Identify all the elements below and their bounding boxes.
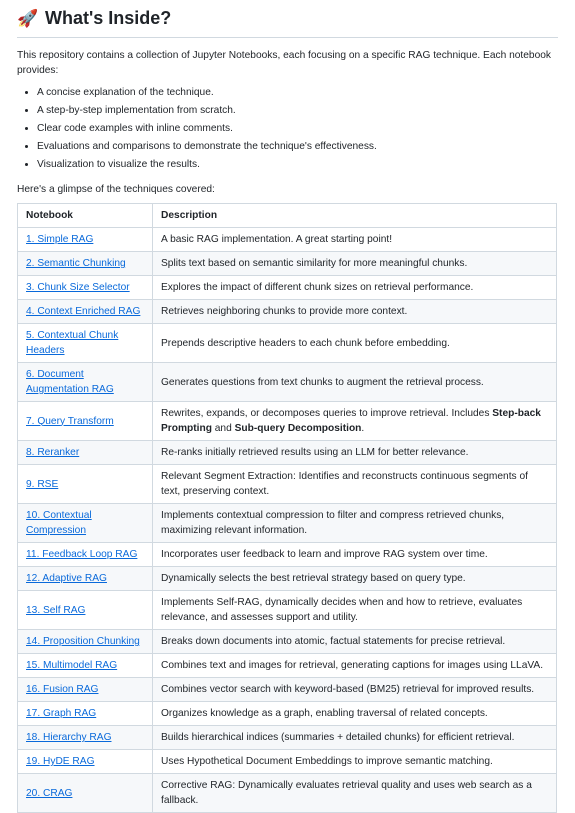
notebook-cell <box>18 300 153 324</box>
description-cell: Organizes knowledge as a graph, enabling traversal of related concepts. <box>153 702 557 726</box>
table-row <box>18 276 557 300</box>
table-row <box>18 591 557 630</box>
notebook-link[interactable]: 1. Simple RAG <box>26 234 94 245</box>
notebook-link[interactable]: 13. Self RAG <box>26 604 86 616</box>
techniques-table-body <box>18 228 557 813</box>
notebook-link[interactable]: 3. Chunk Size Selector <box>26 282 130 293</box>
table-row <box>18 750 557 774</box>
intro-paragraph: This repository contains a collection of Jupyter Notebooks, each focusing on a specific RAG technique. Each notebook provides: <box>17 50 552 76</box>
notebook-cell <box>18 324 153 363</box>
notebook-link[interactable]: 8. Reranker <box>26 447 80 458</box>
description-cell: Combines text and images for retrieval, generating captions for images using LLaVA. <box>153 654 557 678</box>
section-heading <box>17 8 558 38</box>
notebook-link[interactable]: 17. Graph RAG <box>26 708 97 719</box>
notebook-link[interactable]: 2. Semantic Chunking <box>26 258 126 269</box>
table-row <box>18 543 557 567</box>
description-cell: Dynamically selects the best retrieval strategy based on query type. <box>153 567 557 591</box>
table-row <box>18 252 557 276</box>
description-cell: Builds hierarchical indices (summaries + detailed chunks) for efficient retrieval. <box>153 726 557 750</box>
description-cell: Implements Self-RAG, dynamically decides when and how to retrieve, evaluates relevance, and assesses support and utility. <box>153 591 557 630</box>
notebook-link[interactable]: 19. HyDE RAG <box>26 756 95 767</box>
description-text: and <box>211 423 235 434</box>
description-cell: Combines vector search with keyword-based (BM25) retrieval for improved results. <box>153 678 557 702</box>
description-cell: Implements contextual compression to filter and compress retrieved chunks, maximizing relevant information. <box>153 504 557 543</box>
notebook-link[interactable]: 11. Feedback Loop RAG <box>26 549 138 560</box>
notebook-link[interactable]: 12. Adaptive RAG <box>26 573 107 584</box>
table-row <box>18 702 557 726</box>
feature-item: • A step-by-step implementation from scratch. <box>37 102 558 120</box>
notebook-cell <box>18 654 153 678</box>
notebook-cell <box>18 504 153 543</box>
description-cell: Incorporates user feedback to learn and improve RAG system over time. <box>153 543 557 567</box>
table-row <box>18 363 557 402</box>
notebook-link[interactable]: 14. Proposition Chunking <box>26 636 140 647</box>
table-header-row <box>18 204 557 228</box>
description-cell: Relevant Segment Extraction: Identifies and reconstructs continuous segments of text, preserving context. <box>153 465 557 504</box>
description-emphasis: Sub-query Decomposition <box>234 423 362 434</box>
feature-item: • A concise explanation of the technique. <box>37 84 558 102</box>
table-row <box>18 726 557 750</box>
table-row <box>18 504 557 543</box>
readme-section <box>0 8 575 813</box>
notebook-link[interactable]: 4. Context Enriched RAG <box>26 306 141 317</box>
rocket-icon: 🚀 <box>17 8 39 28</box>
description-cell: Prepends descriptive headers to each chunk before embedding. <box>153 324 557 363</box>
notebook-cell <box>18 276 153 300</box>
notebook-cell <box>18 465 153 504</box>
description-cell: Retrieves neighboring chunks to provide more context. <box>153 300 557 324</box>
notebook-cell <box>18 678 153 702</box>
techniques-table <box>17 203 557 813</box>
column-header-description: Description <box>153 204 557 228</box>
notebook-link[interactable]: 6. Document Augmentation RAG <box>26 369 114 395</box>
description-text: Rewrites, expands, or decomposes queries to improve retrieval. Includes <box>161 408 493 419</box>
notebook-cell <box>18 543 153 567</box>
notebook-cell <box>18 402 153 441</box>
notebook-cell <box>18 630 153 654</box>
notebook-link[interactable]: 9. RSE <box>26 478 59 490</box>
table-row <box>18 774 557 813</box>
table-row <box>18 630 557 654</box>
table-row <box>18 441 557 465</box>
description-cell <box>153 402 557 441</box>
notebook-link[interactable]: 20. CRAG <box>26 787 73 799</box>
description-cell: Splits text based on semantic similarity for more meaningful chunks. <box>153 252 557 276</box>
notebook-link[interactable]: 16. Fusion RAG <box>26 684 99 695</box>
notebook-link[interactable]: 7. Query Transform <box>26 415 114 427</box>
table-row <box>18 324 557 363</box>
features-list <box>17 84 558 174</box>
section-title: What's Inside? <box>45 8 172 28</box>
description-text: . <box>361 423 365 434</box>
description-cell: Explores the impact of different chunk sizes on retrieval performance. <box>153 276 557 300</box>
notebook-link[interactable]: 15. Multimodel RAG <box>26 660 118 671</box>
feature-item: • Evaluations and comparisons to demonstrate the technique's effectiveness. <box>37 138 558 156</box>
table-row <box>18 465 557 504</box>
notebook-cell <box>18 750 153 774</box>
description-cell: Generates questions from text chunks to augment the retrieval process. <box>153 363 557 402</box>
description-cell: Breaks down documents into atomic, factual statements for precise retrieval. <box>153 630 557 654</box>
notebook-cell <box>18 252 153 276</box>
table-row <box>18 228 557 252</box>
notebook-cell <box>18 591 153 630</box>
notebook-link[interactable]: 5. Contextual Chunk Headers <box>26 330 119 356</box>
notebook-cell <box>18 441 153 465</box>
notebook-cell <box>18 228 153 252</box>
glimpse-text: Here's a glimpse of the techniques covered: <box>17 184 215 195</box>
table-row <box>18 567 557 591</box>
notebook-cell <box>18 363 153 402</box>
table-row <box>18 654 557 678</box>
table-row <box>18 300 557 324</box>
column-header-notebook: Notebook <box>18 204 153 228</box>
feature-item: • Visualization to visualize the results. <box>37 156 558 174</box>
notebook-cell <box>18 567 153 591</box>
notebook-cell <box>18 774 153 813</box>
description-cell: Re-ranks initially retrieved results using an LLM for better relevance. <box>153 441 557 465</box>
notebook-link[interactable]: 10. Contextual Compression <box>26 510 92 536</box>
notebook-cell <box>18 726 153 750</box>
notebook-cell <box>18 702 153 726</box>
notebook-link[interactable]: 18. Hierarchy RAG <box>26 732 112 743</box>
table-row <box>18 678 557 702</box>
table-row <box>18 402 557 441</box>
description-emphasis: Step-back Prompting <box>161 408 541 434</box>
feature-item: • Clear code examples with inline comments. <box>37 120 558 138</box>
description-cell: A basic RAG implementation. A great starting point! <box>153 228 557 252</box>
description-cell: Corrective RAG: Dynamically evaluates retrieval quality and uses web search as a fallback. <box>153 774 557 813</box>
description-cell: Uses Hypothetical Document Embeddings to improve semantic matching. <box>153 750 557 774</box>
